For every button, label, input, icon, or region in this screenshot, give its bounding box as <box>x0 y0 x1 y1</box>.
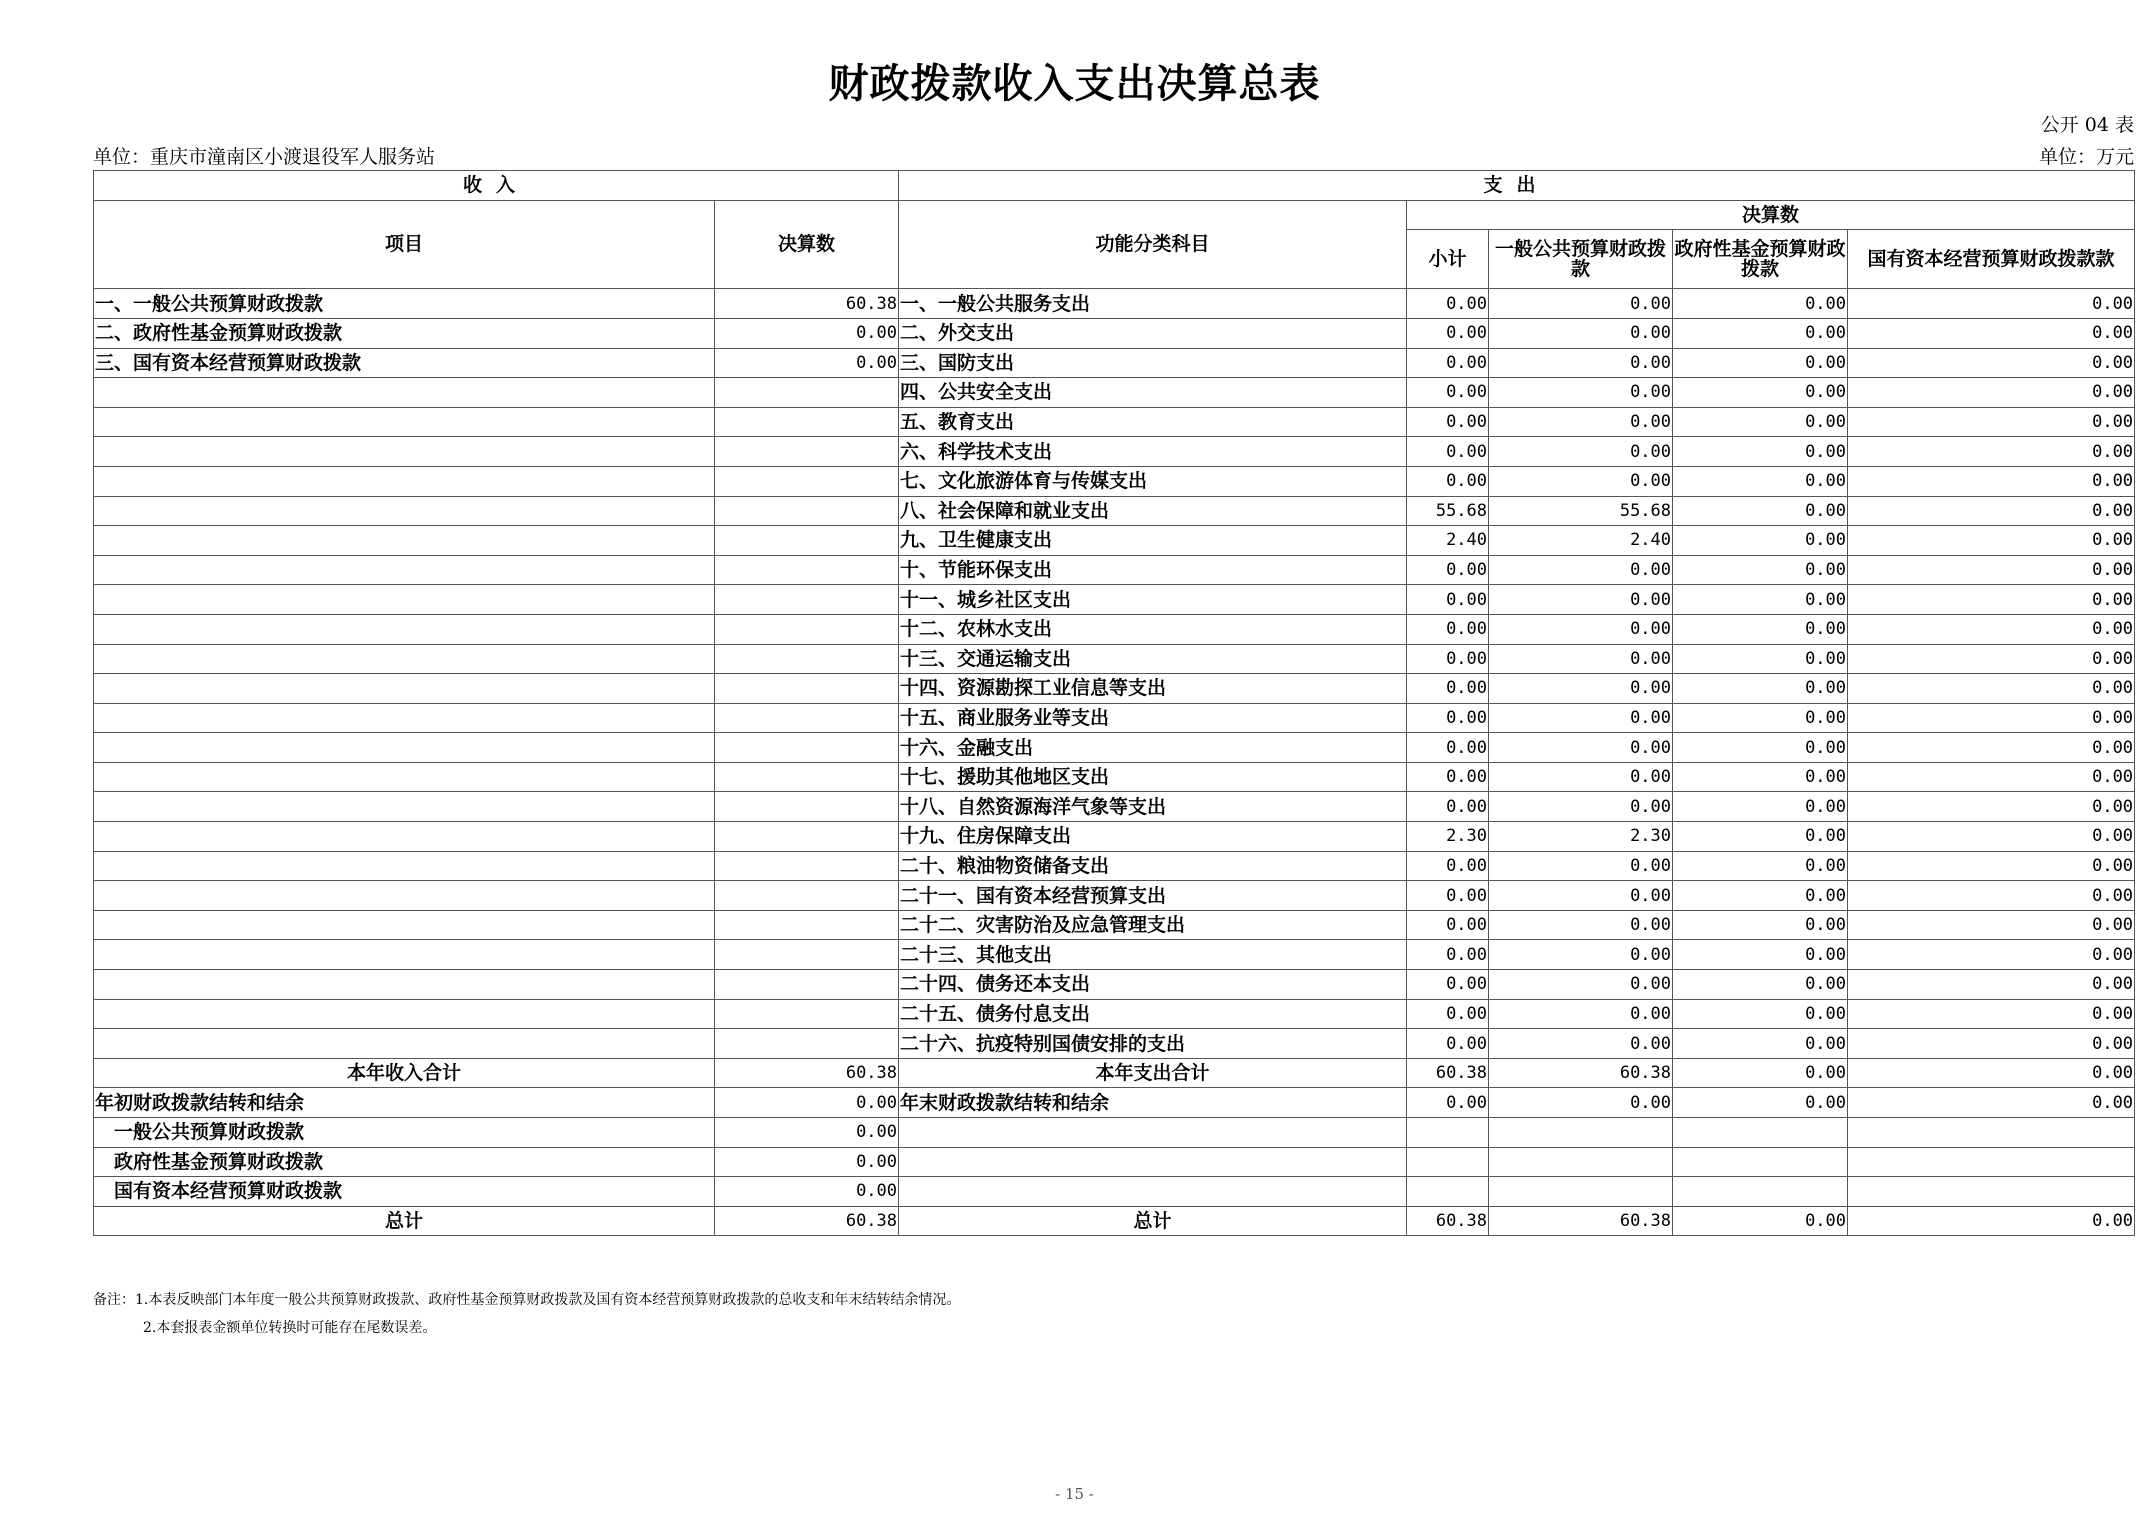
general-value: 0.00 <box>1489 851 1673 881</box>
general-value: 2.30 <box>1489 822 1673 852</box>
empty-cell <box>899 1118 1407 1148</box>
table-row <box>94 348 2135 378</box>
subtotal-value: 0.00 <box>1407 940 1489 970</box>
table-row <box>94 1029 2135 1059</box>
state-capital-value: 0.00 <box>1848 762 2135 792</box>
gov-fund-value: 0.00 <box>1673 348 1848 378</box>
gov-fund-value: 0.00 <box>1673 466 1848 496</box>
state-capital-value: 0.00 <box>1848 733 2135 763</box>
gov-fund-value: 0.00 <box>1673 1058 1848 1088</box>
income-value <box>715 466 899 496</box>
subtotal-value: 0.00 <box>1407 762 1489 792</box>
finance-table <box>93 170 2135 1236</box>
table-row <box>94 555 2135 585</box>
general-value: 0.00 <box>1489 999 1673 1029</box>
empty-cell <box>1848 1147 2135 1177</box>
subtotal-value: 60.38 <box>1407 1206 1489 1236</box>
income-value: 60.38 <box>715 1206 899 1236</box>
income-label <box>94 910 715 940</box>
table-row <box>94 999 2135 1029</box>
gov-fund-value: 0.00 <box>1673 555 1848 585</box>
gov-fund-value: 0.00 <box>1673 644 1848 674</box>
gov-fund-value: 0.00 <box>1673 733 1848 763</box>
income-label <box>94 999 715 1029</box>
gov-fund-value: 0.00 <box>1673 1088 1848 1118</box>
subtotal-value: 0.00 <box>1407 437 1489 467</box>
income-label: 总计 <box>94 1206 715 1236</box>
income-label <box>94 555 715 585</box>
state-capital-value: 0.00 <box>1848 1058 2135 1088</box>
income-value <box>715 644 899 674</box>
subtotal-value: 0.00 <box>1407 348 1489 378</box>
carry-sub-value: 0.00 <box>715 1147 899 1177</box>
general-value: 60.38 <box>1489 1058 1673 1088</box>
table-row <box>94 526 2135 556</box>
state-capital-value: 0.00 <box>1848 466 2135 496</box>
income-value <box>715 970 899 1000</box>
expense-label: 十三、交通运输支出 <box>899 644 1407 674</box>
income-label <box>94 496 715 526</box>
income-label <box>94 378 715 408</box>
amount-header: 决算数 <box>715 200 899 289</box>
income-value <box>715 407 899 437</box>
state-capital-value: 0.00 <box>1848 910 2135 940</box>
income-value <box>715 703 899 733</box>
income-value: 60.38 <box>715 289 899 319</box>
gov-fund-value: 0.00 <box>1673 910 1848 940</box>
table-row <box>94 733 2135 763</box>
income-value <box>715 851 899 881</box>
general-value: 0.00 <box>1489 792 1673 822</box>
income-value <box>715 555 899 585</box>
subtotal-value: 0.00 <box>1407 585 1489 615</box>
expense-label: 二十一、国有资本经营预算支出 <box>899 881 1407 911</box>
expense-label: 二十二、灾害防治及应急管理支出 <box>899 910 1407 940</box>
table-row <box>94 970 2135 1000</box>
state-capital-value: 0.00 <box>1848 674 2135 704</box>
state-capital-value: 0.00 <box>1848 999 2135 1029</box>
general-value: 0.00 <box>1489 881 1673 911</box>
subtotal-value: 0.00 <box>1407 1088 1489 1118</box>
state-capital-value: 0.00 <box>1848 881 2135 911</box>
header-row-1 <box>94 171 2135 201</box>
expense-label: 十一、城乡社区支出 <box>899 585 1407 615</box>
empty-cell <box>1489 1147 1673 1177</box>
expense-label: 本年支出合计 <box>899 1058 1407 1088</box>
expense-label: 十二、农林水支出 <box>899 614 1407 644</box>
income-value <box>715 762 899 792</box>
state-capital-value: 0.00 <box>1848 585 2135 615</box>
expense-label: 年末财政拨款结转和结余 <box>899 1088 1407 1118</box>
empty-cell <box>1673 1118 1848 1148</box>
income-label: 一、一般公共预算财政拨款 <box>94 289 715 319</box>
general-value: 0.00 <box>1489 940 1673 970</box>
subtotal-value: 0.00 <box>1407 970 1489 1000</box>
income-label: 本年收入合计 <box>94 1058 715 1088</box>
state-capital-value: 0.00 <box>1848 496 2135 526</box>
table-row <box>94 614 2135 644</box>
grand-total-row <box>94 1206 2135 1236</box>
expense-label: 七、文化旅游体育与传媒支出 <box>899 466 1407 496</box>
empty-cell <box>1489 1118 1673 1148</box>
gov-fund-value: 0.00 <box>1673 792 1848 822</box>
expense-label: 二十、粮油物资储备支出 <box>899 851 1407 881</box>
subtotal-value: 0.00 <box>1407 289 1489 319</box>
subtotal-value: 0.00 <box>1407 614 1489 644</box>
income-value <box>715 999 899 1029</box>
income-value <box>715 1029 899 1059</box>
gov-fund-value: 0.00 <box>1673 970 1848 1000</box>
carry-sub-row <box>94 1118 2135 1148</box>
table-row <box>94 466 2135 496</box>
gov-fund-value: 0.00 <box>1673 674 1848 704</box>
empty-cell <box>1407 1147 1489 1177</box>
table-row <box>94 822 2135 852</box>
table-row <box>94 289 2135 319</box>
carry-sub-row <box>94 1147 2135 1177</box>
expense-label: 二十五、债务付息支出 <box>899 999 1407 1029</box>
income-value <box>715 585 899 615</box>
subtotal-value: 2.30 <box>1407 822 1489 852</box>
general-value: 0.00 <box>1489 762 1673 792</box>
carry-sub-label: 政府性基金预算财政拨款 <box>94 1147 715 1177</box>
income-label <box>94 526 715 556</box>
income-label: 年初财政拨款结转和结余 <box>94 1088 715 1118</box>
income-value <box>715 940 899 970</box>
header-row-2 <box>94 200 2135 230</box>
income-value <box>715 910 899 940</box>
income-label <box>94 851 715 881</box>
empty-cell <box>1848 1177 2135 1207</box>
general-value: 0.00 <box>1489 674 1673 704</box>
gov-fund-value: 0.00 <box>1673 851 1848 881</box>
table-row <box>94 674 2135 704</box>
subtotal-value: 0.00 <box>1407 1029 1489 1059</box>
carry-sub-row <box>94 1177 2135 1207</box>
page-title: 财政拨款收入支出决算总表 <box>828 61 1321 107</box>
gov-fund-value: 0.00 <box>1673 1206 1848 1236</box>
expense-label: 二、外交支出 <box>899 318 1407 348</box>
subtotal-value: 0.00 <box>1407 792 1489 822</box>
general-value: 0.00 <box>1489 437 1673 467</box>
subtotal-value: 0.00 <box>1407 407 1489 437</box>
state-capital-value: 0.00 <box>1848 822 2135 852</box>
subtotal-value: 0.00 <box>1407 466 1489 496</box>
general-value: 0.00 <box>1489 1088 1673 1118</box>
gov-fund-value: 0.00 <box>1673 289 1848 319</box>
subtotal-value: 0.00 <box>1407 555 1489 585</box>
expense-label: 十四、资源勘探工业信息等支出 <box>899 674 1407 704</box>
state-capital-value: 0.00 <box>1848 348 2135 378</box>
table-row <box>94 407 2135 437</box>
gov-fund-value: 0.00 <box>1673 437 1848 467</box>
subtotal-value: 0.00 <box>1407 674 1489 704</box>
gov-fund-value: 0.00 <box>1673 378 1848 408</box>
empty-cell <box>1848 1118 2135 1148</box>
expense-label: 十九、住房保障支出 <box>899 822 1407 852</box>
income-label: 二、政府性基金预算财政拨款 <box>94 318 715 348</box>
note-1: 备注：1.本表反映部门本年度一般公共预算财政拨款、政府性基金预算财政拨款及国有资本经营预算财政拨款的总收支和年末结转结余情况。 <box>93 1292 961 1308</box>
expense-label: 十八、自然资源海洋气象等支出 <box>899 792 1407 822</box>
form-number: 公开 04 表 <box>2040 114 2134 136</box>
expense-label: 二十三、其他支出 <box>899 940 1407 970</box>
empty-cell <box>1673 1147 1848 1177</box>
carry-row <box>94 1088 2135 1118</box>
income-value <box>715 792 899 822</box>
settle-header: 决算数 <box>1407 200 2135 230</box>
table-row <box>94 378 2135 408</box>
subtotal-value: 0.00 <box>1407 910 1489 940</box>
empty-cell <box>899 1177 1407 1207</box>
income-value <box>715 496 899 526</box>
expense-label: 四、公共安全支出 <box>899 378 1407 408</box>
income-label <box>94 881 715 911</box>
subtotal-value: 0.00 <box>1407 999 1489 1029</box>
income-label <box>94 466 715 496</box>
state-capital-value: 0.00 <box>1848 407 2135 437</box>
table-row <box>94 881 2135 911</box>
item-header: 项目 <box>94 200 715 289</box>
expense-label: 二十六、抗疫特别国债安排的支出 <box>899 1029 1407 1059</box>
general-value: 0.00 <box>1489 318 1673 348</box>
gov-fund-value: 0.00 <box>1673 526 1848 556</box>
income-value <box>715 822 899 852</box>
gov-fund-value: 0.00 <box>1673 999 1848 1029</box>
income-label <box>94 614 715 644</box>
income-label <box>94 762 715 792</box>
general-value: 0.00 <box>1489 614 1673 644</box>
general-value: 0.00 <box>1489 703 1673 733</box>
carry-sub-label: 一般公共预算财政拨款 <box>94 1118 715 1148</box>
income-label <box>94 792 715 822</box>
general-value: 0.00 <box>1489 348 1673 378</box>
subtotal-header: 小计 <box>1407 230 1489 289</box>
expense-label: 十五、商业服务业等支出 <box>899 703 1407 733</box>
gov-fund-value: 0.00 <box>1673 1029 1848 1059</box>
page-number: - 15 - <box>1055 1485 1094 1503</box>
general-value: 0.00 <box>1489 407 1673 437</box>
income-value <box>715 378 899 408</box>
subtotal-value: 0.00 <box>1407 378 1489 408</box>
empty-cell <box>899 1147 1407 1177</box>
expense-label: 十、节能环保支出 <box>899 555 1407 585</box>
state-capital-value: 0.00 <box>1848 555 2135 585</box>
income-value <box>715 437 899 467</box>
carry-sub-label: 国有资本经营预算财政拨款 <box>94 1177 715 1207</box>
income-label: 三、国有资本经营预算财政拨款 <box>94 348 715 378</box>
gov-fund-value: 0.00 <box>1673 585 1848 615</box>
income-label <box>94 703 715 733</box>
year-total-row <box>94 1058 2135 1088</box>
subtotal-value: 2.40 <box>1407 526 1489 556</box>
table-row <box>94 851 2135 881</box>
subtotal-value: 60.38 <box>1407 1058 1489 1088</box>
table-row <box>94 437 2135 467</box>
general-value: 0.00 <box>1489 910 1673 940</box>
table-row <box>94 644 2135 674</box>
expense-label: 九、卫生健康支出 <box>899 526 1407 556</box>
state-capital-value: 0.00 <box>1848 940 2135 970</box>
expense-header: 支出 <box>899 171 2135 201</box>
note-2: 2.本套报表金额单位转换时可能存在尾数误差。 <box>143 1320 437 1336</box>
general-value: 0.00 <box>1489 378 1673 408</box>
income-label <box>94 822 715 852</box>
notes <box>93 1286 960 1342</box>
carry-sub-value: 0.00 <box>715 1118 899 1148</box>
general-value: 0.00 <box>1489 289 1673 319</box>
table-row <box>94 940 2135 970</box>
empty-cell <box>1673 1177 1848 1207</box>
gov-fund-value: 0.00 <box>1673 614 1848 644</box>
gov-fund-value: 0.00 <box>1673 496 1848 526</box>
state-capital-value: 0.00 <box>1848 437 2135 467</box>
state-capital-value: 0.00 <box>1848 970 2135 1000</box>
gov-fund-value: 0.00 <box>1673 940 1848 970</box>
income-label <box>94 940 715 970</box>
table-row <box>94 703 2135 733</box>
general-value: 60.38 <box>1489 1206 1673 1236</box>
income-label <box>94 733 715 763</box>
subtotal-value: 0.00 <box>1407 318 1489 348</box>
general-value: 55.68 <box>1489 496 1673 526</box>
income-value: 0.00 <box>715 1088 899 1118</box>
income-value <box>715 733 899 763</box>
income-value <box>715 881 899 911</box>
gov-fund-value: 0.00 <box>1673 881 1848 911</box>
income-label <box>94 437 715 467</box>
unit-organization: 单位：重庆市潼南区小渡退役军人服务站 <box>93 146 436 168</box>
state-capital-value: 0.00 <box>1848 289 2135 319</box>
income-label <box>94 674 715 704</box>
subtotal-value: 0.00 <box>1407 851 1489 881</box>
unit-currency: 单位：万元 <box>2038 146 2134 168</box>
expense-label: 三、国防支出 <box>899 348 1407 378</box>
income-value <box>715 526 899 556</box>
general-header: 一般公共预算财政拨款 <box>1489 230 1673 289</box>
general-value: 0.00 <box>1489 644 1673 674</box>
expense-label: 八、社会保障和就业支出 <box>899 496 1407 526</box>
general-value: 0.00 <box>1489 970 1673 1000</box>
gov-fund-value: 0.00 <box>1673 703 1848 733</box>
expense-label: 一、一般公共服务支出 <box>899 289 1407 319</box>
table-row <box>94 496 2135 526</box>
general-value: 0.00 <box>1489 466 1673 496</box>
general-value: 0.00 <box>1489 1029 1673 1059</box>
state-capital-value: 0.00 <box>1848 378 2135 408</box>
gov-fund-value: 0.00 <box>1673 762 1848 792</box>
table-row <box>94 762 2135 792</box>
table-row <box>94 585 2135 615</box>
subtotal-value: 0.00 <box>1407 733 1489 763</box>
general-value: 2.40 <box>1489 526 1673 556</box>
state-capital-value: 0.00 <box>1848 614 2135 644</box>
general-value: 0.00 <box>1489 733 1673 763</box>
state-capital-value: 0.00 <box>1848 703 2135 733</box>
expense-label: 五、教育支出 <box>899 407 1407 437</box>
income-label <box>94 585 715 615</box>
table-row <box>94 318 2135 348</box>
expense-label: 十七、援助其他地区支出 <box>899 762 1407 792</box>
gov-fund-value: 0.00 <box>1673 318 1848 348</box>
general-value: 0.00 <box>1489 585 1673 615</box>
general-value: 0.00 <box>1489 555 1673 585</box>
state-capital-value: 0.00 <box>1848 1088 2135 1118</box>
income-header: 收入 <box>94 171 899 201</box>
empty-cell <box>1407 1118 1489 1148</box>
empty-cell <box>1489 1177 1673 1207</box>
subtotal-value: 0.00 <box>1407 644 1489 674</box>
expense-label: 二十四、债务还本支出 <box>899 970 1407 1000</box>
income-label <box>94 1029 715 1059</box>
expense-label: 总计 <box>899 1206 1407 1236</box>
income-value <box>715 614 899 644</box>
empty-cell <box>1407 1177 1489 1207</box>
table-row <box>94 910 2135 940</box>
gov-fund-value: 0.00 <box>1673 822 1848 852</box>
state-capital-value: 0.00 <box>1848 526 2135 556</box>
gov-fund-value: 0.00 <box>1673 407 1848 437</box>
income-value: 0.00 <box>715 318 899 348</box>
gov-fund-header: 政府性基金预算财政拨款 <box>1673 230 1848 289</box>
func-header: 功能分类科目 <box>899 200 1407 289</box>
state-capital-value: 0.00 <box>1848 644 2135 674</box>
state-capital-value: 0.00 <box>1848 792 2135 822</box>
state-capital-header: 国有资本经营预算财政拨款款 <box>1848 230 2135 289</box>
income-value <box>715 674 899 704</box>
expense-label: 六、科学技术支出 <box>899 437 1407 467</box>
subtotal-value: 55.68 <box>1407 496 1489 526</box>
state-capital-value: 0.00 <box>1848 1029 2135 1059</box>
subtotal-value: 0.00 <box>1407 703 1489 733</box>
income-label <box>94 644 715 674</box>
table-row <box>94 792 2135 822</box>
carry-sub-value: 0.00 <box>715 1177 899 1207</box>
subtotal-value: 0.00 <box>1407 881 1489 911</box>
income-label <box>94 407 715 437</box>
state-capital-value: 0.00 <box>1848 318 2135 348</box>
state-capital-value: 0.00 <box>1848 1206 2135 1236</box>
income-label <box>94 970 715 1000</box>
income-value: 0.00 <box>715 348 899 378</box>
income-value: 60.38 <box>715 1058 899 1088</box>
state-capital-value: 0.00 <box>1848 851 2135 881</box>
expense-label: 十六、金融支出 <box>899 733 1407 763</box>
